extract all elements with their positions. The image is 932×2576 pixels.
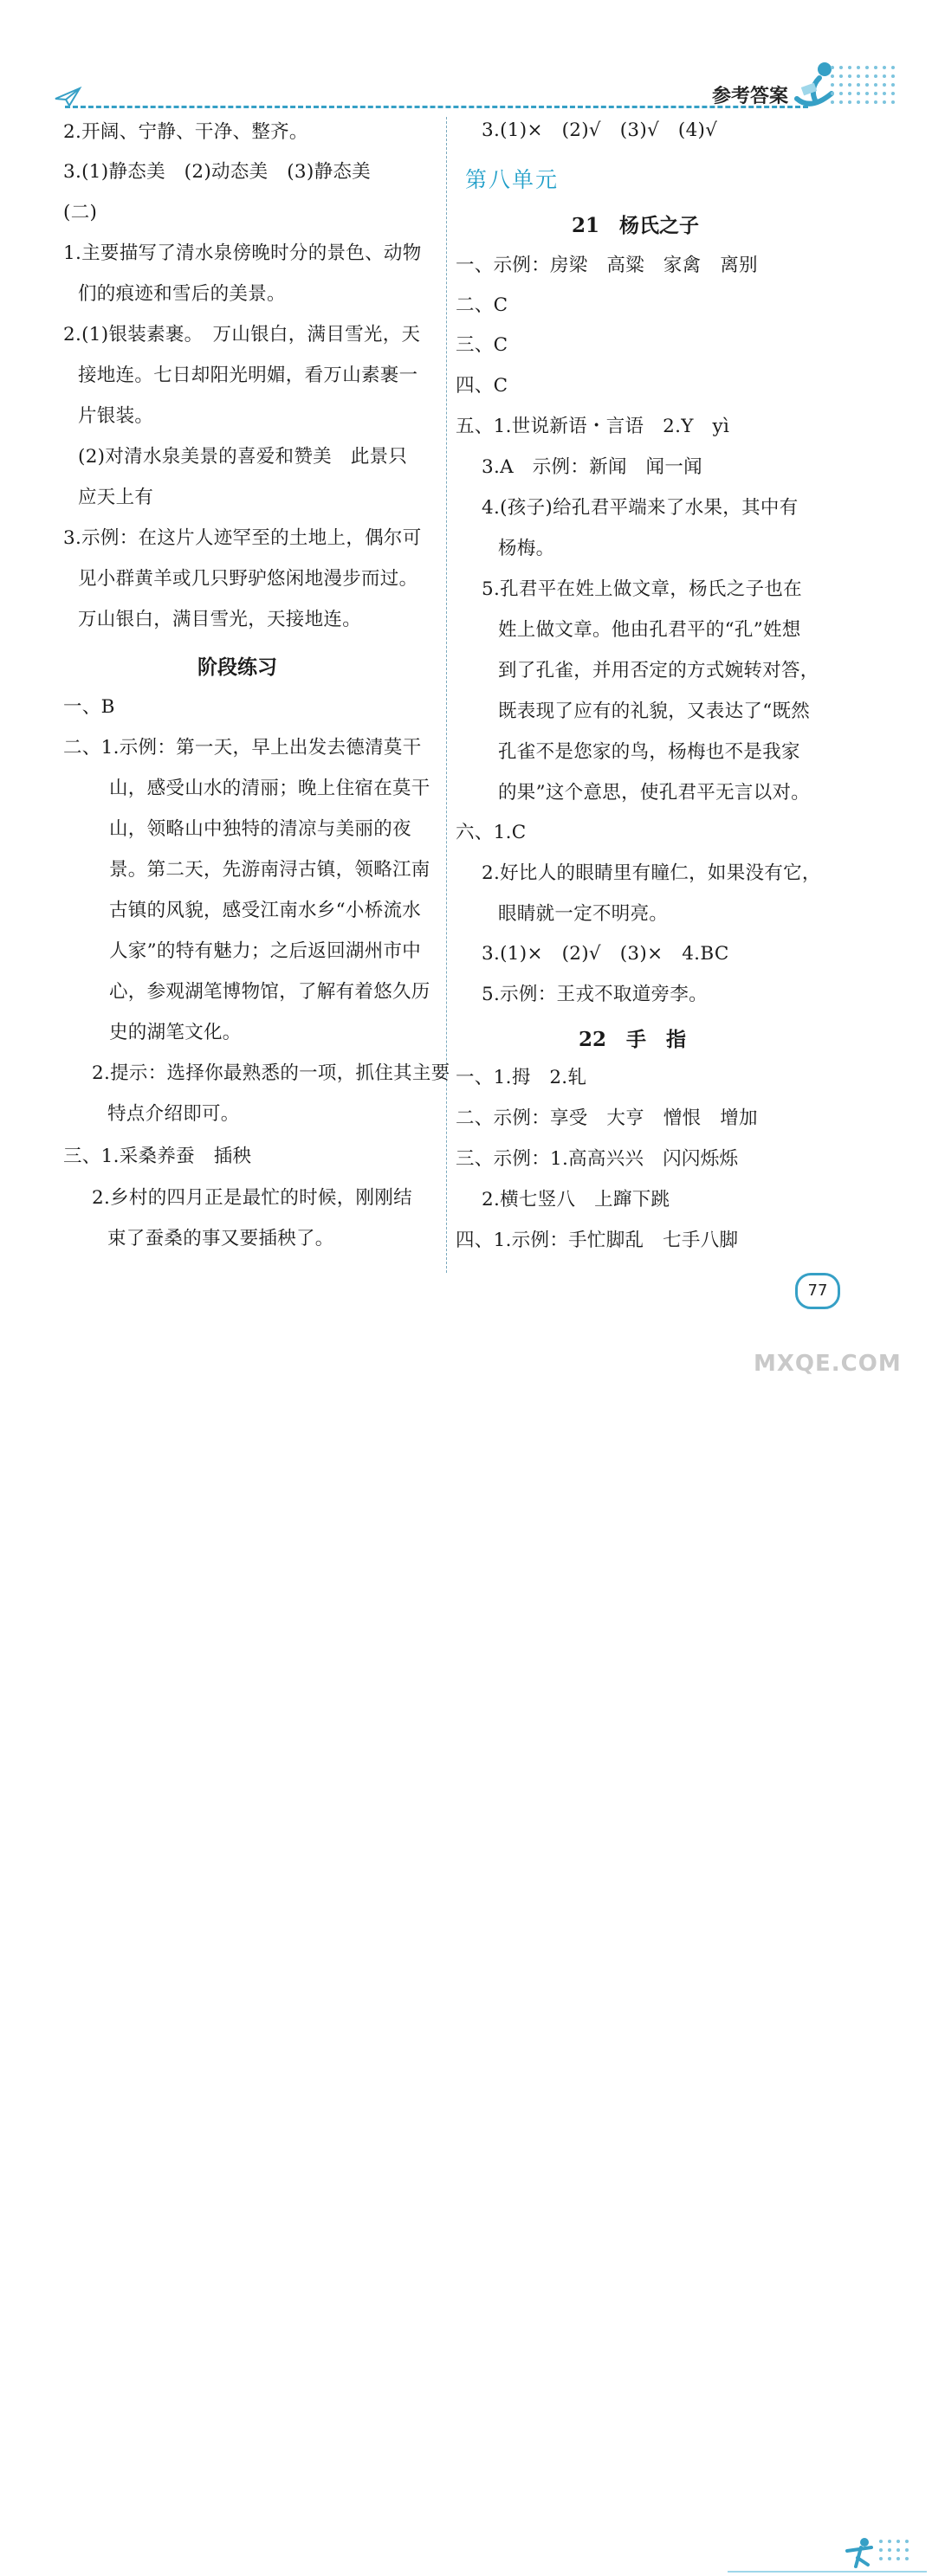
watermark: MXQE.COM	[754, 1351, 902, 1377]
column-divider	[446, 117, 448, 1273]
answer-line: 5.孔君平在姓上做文章，杨氏之子也在	[482, 578, 802, 600]
answer-line: 一、1.拇 2.轧	[456, 1067, 587, 1088]
answer-line: 姓上做文章。他由孔君平的“孔”姓想	[498, 619, 801, 641]
answer-line: 人家”的特有魅力；之后返回湖州市中	[109, 940, 422, 962]
answer-line: 古镇的风貌，感受江南水乡“小桥流水	[109, 900, 422, 921]
page-number: 77	[795, 1273, 840, 1309]
answer-line: 史的湖笔文化。	[109, 1022, 242, 1043]
answer-line: 四、C	[456, 375, 508, 397]
page-header	[0, 0, 932, 121]
answer-line: 二、示例：享受 大亨 憎恨 增加	[456, 1107, 758, 1129]
answer-line: 山，领略山中独特的清凉与美丽的夜	[109, 818, 411, 840]
answer-line: 片银装。	[78, 405, 154, 427]
lesson-heading: 22 手 指	[579, 1028, 687, 1051]
answer-line: 2.好比人的眼睛里有瞳仁，如果没有它，	[482, 862, 821, 884]
answer-line: 的果”这个意思，使孔君平无言以对。	[498, 782, 811, 804]
answer-line: (2)对清水泉美景的喜爱和赞美 此景只	[78, 446, 408, 468]
answer-line: 三、示例：1.高高兴兴 闪闪烁烁	[456, 1148, 739, 1170]
runner-figure-icon	[842, 2535, 877, 2570]
answer-line: 孔雀不是您家的鸟，杨梅也不是我家	[498, 741, 800, 763]
answer-line: 2.提示：选择你最熟悉的一项，抓住其主要	[92, 1062, 450, 1084]
answer-line: 二、1.示例：第一天，早上出发去德清莫干	[63, 737, 422, 759]
answer-line: 接地连。七日却阳光明媚，看万山素裹一	[78, 365, 418, 386]
footer-dot-grid	[877, 2537, 929, 2572]
answer-line: 3.(1)× (2)√ (3)√ (4)√	[482, 119, 718, 141]
lesson-heading: 21 杨氏之子	[572, 214, 700, 237]
answer-line: 杨梅。	[498, 538, 555, 559]
answer-line: 四、1.示例：手忙脚乱 七手八脚	[456, 1230, 739, 1251]
answer-line: 4.(孩子)给孔君平端来了水果，其中有	[482, 497, 799, 519]
answer-line: 2.横七竖八 上蹿下跳	[482, 1189, 670, 1211]
answer-line: 景。第二天，先游南浔古镇，领略江南	[109, 859, 430, 881]
answer-line: 3.A 示例：新闻 闻一闻	[482, 456, 702, 478]
section-heading: 阶段练习	[197, 655, 277, 679]
answer-line: 见小群黄羊或几只野驴悠闲地漫步而过。	[78, 568, 418, 590]
answer-line: 三、1.采桑养蚕 插秧	[63, 1146, 252, 1167]
header-dashed-rule	[65, 106, 808, 108]
answer-line: 2.开阔、宁静、干净、整齐。	[63, 121, 308, 143]
answer-line: 五、1.世说新语・言语 2.Y yì	[456, 416, 730, 437]
header-title: 参考答案	[712, 86, 789, 107]
dot-grid-decoration	[827, 62, 905, 114]
answer-line: 2.(1)银装素裹。 万山银白，满目雪光，天	[63, 324, 421, 345]
answer-line: 心，参观湖笔博物馆，了解有着悠久历	[109, 981, 430, 1003]
answer-line: 3.示例：在这片人迹罕至的土地上，偶尔可	[63, 527, 422, 549]
answer-line: 山，感受山水的清丽；晚上住宿在莫干	[109, 778, 430, 799]
answer-line: 二、C	[456, 294, 508, 316]
answer-line: 应天上有	[78, 487, 154, 508]
unit-heading: 第八单元	[465, 167, 560, 192]
answer-line: 特点介绍即可。	[107, 1103, 240, 1125]
answer-line: 1.主要描写了清水泉傍晚时分的景色、动物	[63, 242, 422, 264]
answer-line: 束了蚕桑的事又要插秧了。	[107, 1228, 334, 1249]
answer-line: 3.(1)静态美 (2)动态美 (3)静态美	[63, 161, 371, 183]
answer-line: 一、示例：房梁 高粱 家禽 离别	[456, 255, 758, 276]
answer-line: 眼睛就一定不明亮。	[498, 903, 669, 925]
answer-line: 万山银白，满目雪光，天接地连。	[78, 609, 362, 630]
answer-line: 5.示例：王戎不取道旁李。	[482, 984, 708, 1005]
answer-line: 3.(1)× (2)√ (3)× 4.BC	[482, 943, 729, 965]
answer-line: 到了孔雀，并用否定的方式婉转对答，	[498, 660, 819, 681]
answer-line: 一、B	[63, 696, 115, 718]
answer-line: 们的痕迹和雪后的美景。	[78, 283, 286, 305]
section-label: (二)	[63, 202, 98, 223]
answer-line: 三、C	[456, 334, 508, 356]
answer-line: 2.乡村的四月正是最忙的时候，刚刚结	[92, 1187, 412, 1209]
answer-line: 六、1.C	[456, 822, 527, 843]
answer-line: 既表现了应有的礼貌，又表达了“既然	[498, 700, 811, 722]
